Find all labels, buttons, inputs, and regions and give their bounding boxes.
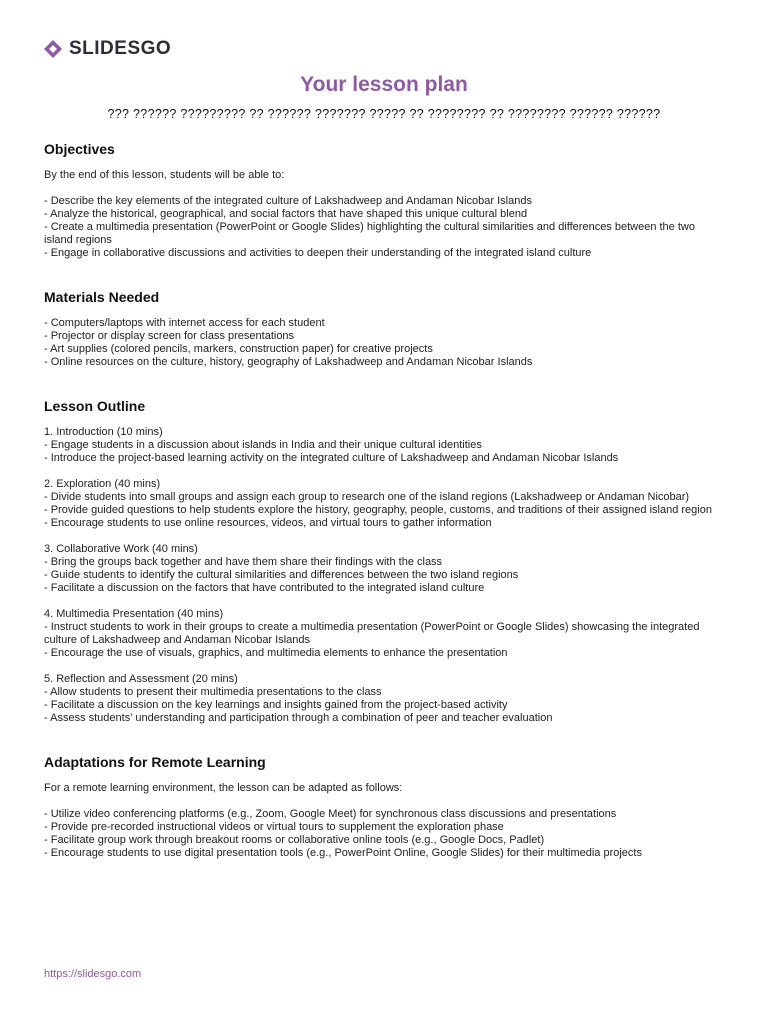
outline-block-title: 1. Introduction (10 mins) — [44, 426, 163, 438]
outline-block-exploration — [44, 478, 724, 530]
outline-block-multimedia-presentation — [44, 608, 724, 660]
page-subtitle: ??? ?????? ????????? ?? ?????? ??????? ????? ?? ???????? ?? ???????? ?????? ?????? — [107, 107, 661, 121]
outline-block-title: 5. Reflection and Assessment (20 mins) — [44, 673, 238, 685]
outline-line: - Allow students to present their multimedia presentations to the class — [44, 686, 382, 698]
remote-item: - Provide pre-recorded instructional videos or virtual tours to supplement the exploration phase — [44, 821, 504, 833]
page-title: Your lesson plan — [300, 73, 468, 96]
material-item: - Computers/laptops with internet access for each student — [44, 317, 325, 329]
outline-section — [44, 396, 724, 725]
objective-item: - Analyze the historical, geographical, and social factors that have shaped this unique cultural blend — [44, 208, 528, 220]
outline-line: - Provide guided questions to help students explore the history, geography, people, customs, and traditions of their assigned island region — [44, 504, 712, 516]
material-item: - Projector or display screen for class presentations — [44, 330, 295, 342]
outline-block-title: 3. Collaborative Work (40 mins) — [44, 543, 198, 555]
objectives-section — [44, 139, 724, 260]
lesson-content — [44, 137, 724, 887]
outline-line: - Divide students into small groups and assign each group to research one of the island regions (Lakshadweep or Andaman Nicobar) — [44, 491, 690, 503]
objective-item: - Engage in collaborative discussions and activities to deepen their understanding of the integrated island culture — [44, 247, 592, 259]
outline-line: - Facilitate a discussion on the key learnings and insights gained from the project-based activity — [44, 699, 508, 711]
outline-line: - Encourage students to use online resources, videos, and virtual tours to gather information — [44, 517, 492, 529]
brand-name: SLIDESGO — [69, 38, 172, 59]
outline-line: - Engage students in a discussion about islands in India and their unique cultural identities — [44, 439, 482, 451]
objective-item: - Create a multimedia presentation (PowerPoint or Google Slides) highlighting the cultural similarities and differences between the two island regions — [44, 221, 695, 246]
outline-block-introduction — [44, 426, 724, 465]
remote-item: - Utilize video conferencing platforms (e.g., Zoom, Google Meet) for synchronous class discussions and presentations — [44, 808, 617, 820]
material-item: - Online resources on the culture, history, geography of Lakshadweep and Andaman Nicobar Islands — [44, 356, 533, 368]
outline-heading: Lesson Outline — [44, 398, 146, 414]
outline-line: - Instruct students to work in their groups to create a multimedia presentation (PowerPoint or Google Slides) showcasing the integrated culture of Lakshadweep and Andaman Nicobar Islands — [44, 621, 700, 646]
remote-heading: Adaptations for Remote Learning — [44, 754, 266, 770]
objectives-heading: Objectives — [44, 141, 115, 157]
outline-line: - Encourage the use of visuals, graphics, and multimedia elements to enhance the presentation — [44, 647, 508, 659]
outline-line: - Facilitate a discussion on the factors that have contributed to the integrated island culture — [44, 582, 485, 594]
brand-logo[interactable] — [43, 38, 171, 60]
remote-intro: For a remote learning environment, the lesson can be adapted as follows: — [44, 782, 403, 794]
slidesgo-logo-icon — [43, 39, 63, 59]
footer-link[interactable]: https://slidesgo.com — [44, 968, 142, 980]
materials-heading: Materials Needed — [44, 289, 160, 305]
material-item: - Art supplies (colored pencils, markers, construction paper) for creative projects — [44, 343, 433, 355]
outline-block-title: 4. Multimedia Presentation (40 mins) — [44, 608, 224, 620]
outline-line: - Introduce the project-based learning activity on the integrated culture of Lakshadweep and Andaman Nicobar Islands — [44, 452, 619, 464]
outline-line: - Guide students to identify the cultural similarities and differences between the two island regions — [44, 569, 519, 581]
objective-item: - Describe the key elements of the integrated culture of Lakshadweep and Andaman Nicobar Islands — [44, 195, 532, 207]
objectives-intro: By the end of this lesson, students will be able to: — [44, 169, 285, 181]
outline-block-reflection — [44, 673, 724, 725]
outline-line: - Assess students' understanding and participation through a combination of peer and teacher evaluation — [44, 712, 553, 724]
outline-block-collaborative-work — [44, 543, 724, 595]
remote-item: - Encourage students to use digital presentation tools (e.g., PowerPoint Online, Google Slides) for their multimedia projects — [44, 847, 642, 859]
remote-section — [44, 752, 724, 860]
materials-section — [44, 287, 724, 369]
outline-block-title: 2. Exploration (40 mins) — [44, 478, 161, 490]
outline-line: - Bring the groups back together and have them share their findings with the class — [44, 556, 443, 568]
remote-item: - Facilitate group work through breakout rooms or collaborative online tools (e.g., Google Docs, Padlet) — [44, 834, 545, 846]
